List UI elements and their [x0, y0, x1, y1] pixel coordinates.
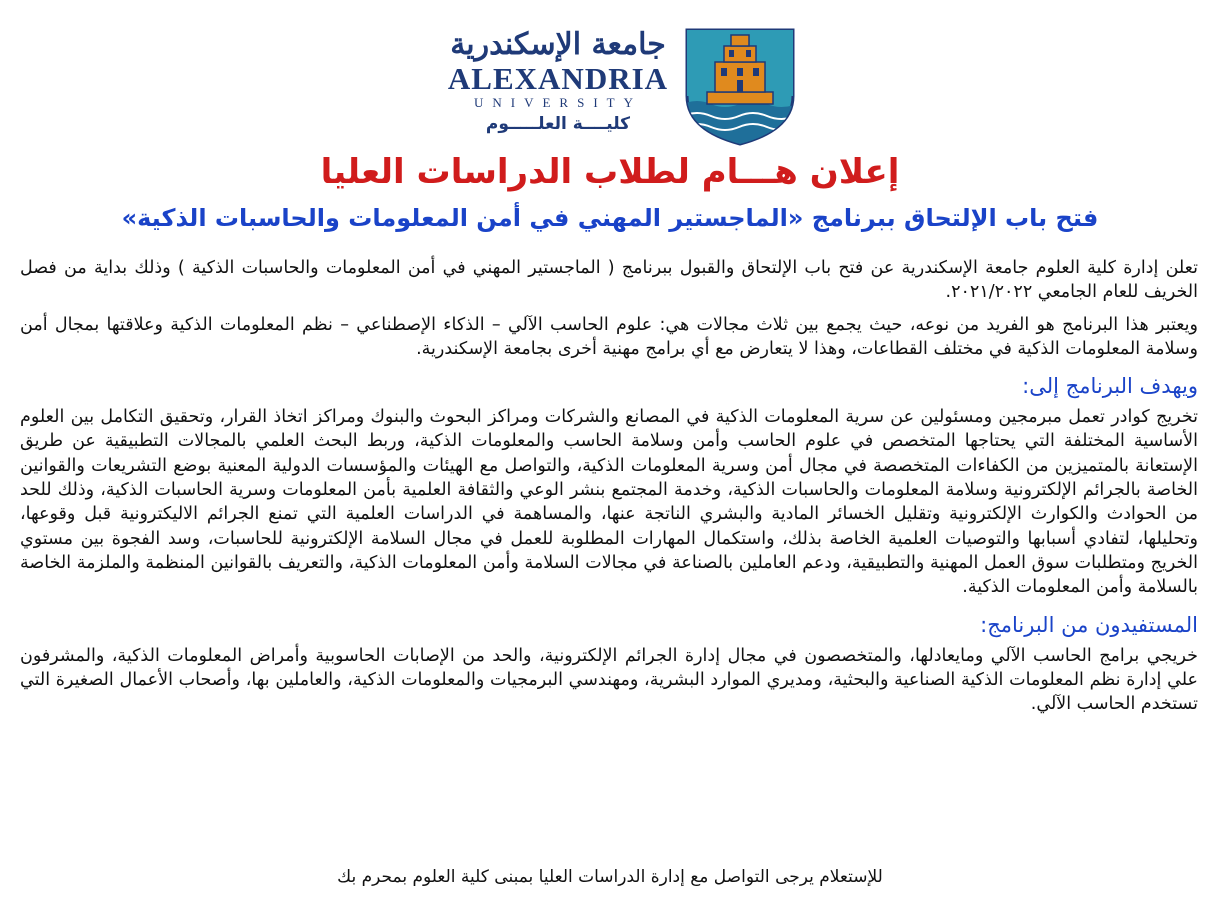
goals-heading: ويهدف البرنامج إلى:	[1022, 374, 1198, 399]
logo-latin-university: UNIVERSITY	[474, 95, 642, 110]
announcement-body	[20, 256, 1198, 724]
logo-arabic-name: جامعة الإسكندرية	[450, 27, 666, 62]
about-paragraph: ويعتبر هذا البرنامج هو الفريد من نوعه، حيث يجمع بين ثلاث مجالات هي: علوم الحاسب الآلي – الذكاء الإصطناعي – نظم المعلومات الذكية وعلاقتها بمجال أمن وسلامة المعلومات الذكية في مختلف القطاعات، وهذا لا يتعارض مع أي برامج مهنية أخرى بجامعة الإسكندرية.	[20, 314, 1198, 359]
contact-note: للإستعلام يرجى التواصل مع إدارة الدراسات العليا بمبنى كلية العلوم بمحرم بك	[337, 867, 883, 887]
beneficiaries-paragraph: خريجي برامج الحاسب الآلي ومايعادلها، والمتخصصون في مجال إدارة الجرائم الإلكترونية، والحد من الإصابات الحاسوبية وأمراض المعلومات الذكية، والمشرفون علي إدارة نظم المعلومات الذكية الصناعية والبحثية، ومديري الموارد البشرية، ومهندسي البرمجيات والمعلومات الذكية، والعاملين بها، وأصحاب الأعمال الصغيرة التي تستخدم الحاسب الآلي.	[20, 645, 1198, 715]
university-logo	[440, 26, 800, 148]
goals-paragraph: تخريج كوادر تعمل مبرمجين ومسئولين عن سرية المعلومات الذكية في المصانع والشركات ومراكز البحوث والبنوك ومراكز اتخاذ القرار، وتحقيق التكامل بين العلوم الأساسية المختلفة التي يحتاجها المتخصص في علوم الحاسب وأمن وسلامة الحاسب والمعلومات الذكية، وربط البحث العلمي بالمجالات التطبيقية عن طريق الإستعانة بالمتميزين من الكفاءات المتخصصة في مجال أمن وسرية المعلومات الذكية، والتواصل مع الهيئات والمؤسسات الدولية المعنية بوضع التشريعات والقوانين الخاصة بالجرائم الإلكترونية وسلامة المعلومات والحاسبات الذكية، وخدمة المجتمع بنشر الوعي والثقافة العلمية بأمن المعلومات وسرية الحاسبات الذكية، وذلك للحد من الحوادث والكوارث الإلكترونية وتقليل الخسائر المادية والبشري الناتجة عنها، والمساهمة في الدراسات العلمية التي تمنع الجرائم الاليكترونية قبل وقوعها، وتحليلها، لتفادي أسبابها والتوصيات العلمية الخاصة بذلك، واستكمال المهارات المطلوبة للعمل في مجال السلامة الإلكترونية للحاسبات، وسد الفجوة بين مستوي الخريج ومتطلبات سوق العمل المهنية والتطبيقية، ودعم العاملين بالصناعة في مجالات السلامة وأمن المعلومات الذكية، والتعريف بالقوانين المنظمة والملزمة الخاصة بالسلامة وأمن المعلومات الذكية.	[20, 407, 1198, 598]
announcement-title: إعلان هـــام لطلاب الدراسات العليا	[320, 152, 900, 192]
logo-wordmark	[443, 26, 673, 136]
lighthouse-emblem-icon	[683, 26, 797, 146]
logo-faculty-name: كليــــة العلـــــوم	[485, 114, 631, 134]
logo-latin-name: ALEXANDRIA	[447, 61, 669, 96]
intro-paragraph: تعلن إدارة كلية العلوم جامعة الإسكندرية عن فتح باب الإلتحاق والقبول ببرنامج ( الماجستير المهني في أمن المعلومات والحاسبات الذكية ) وذلك بداية من فصل الخريف للعام الجامعي ٢٠٢١/٢٠٢٢.	[20, 258, 1198, 303]
beneficiaries-heading: المستفيدون من البرنامج:	[980, 612, 1198, 637]
announcement-subtitle: فتح باب الإلتحاق ببرنامج «الماجستير المهني في أمن المعلومات والحاسبات الذكية»	[121, 204, 1099, 232]
